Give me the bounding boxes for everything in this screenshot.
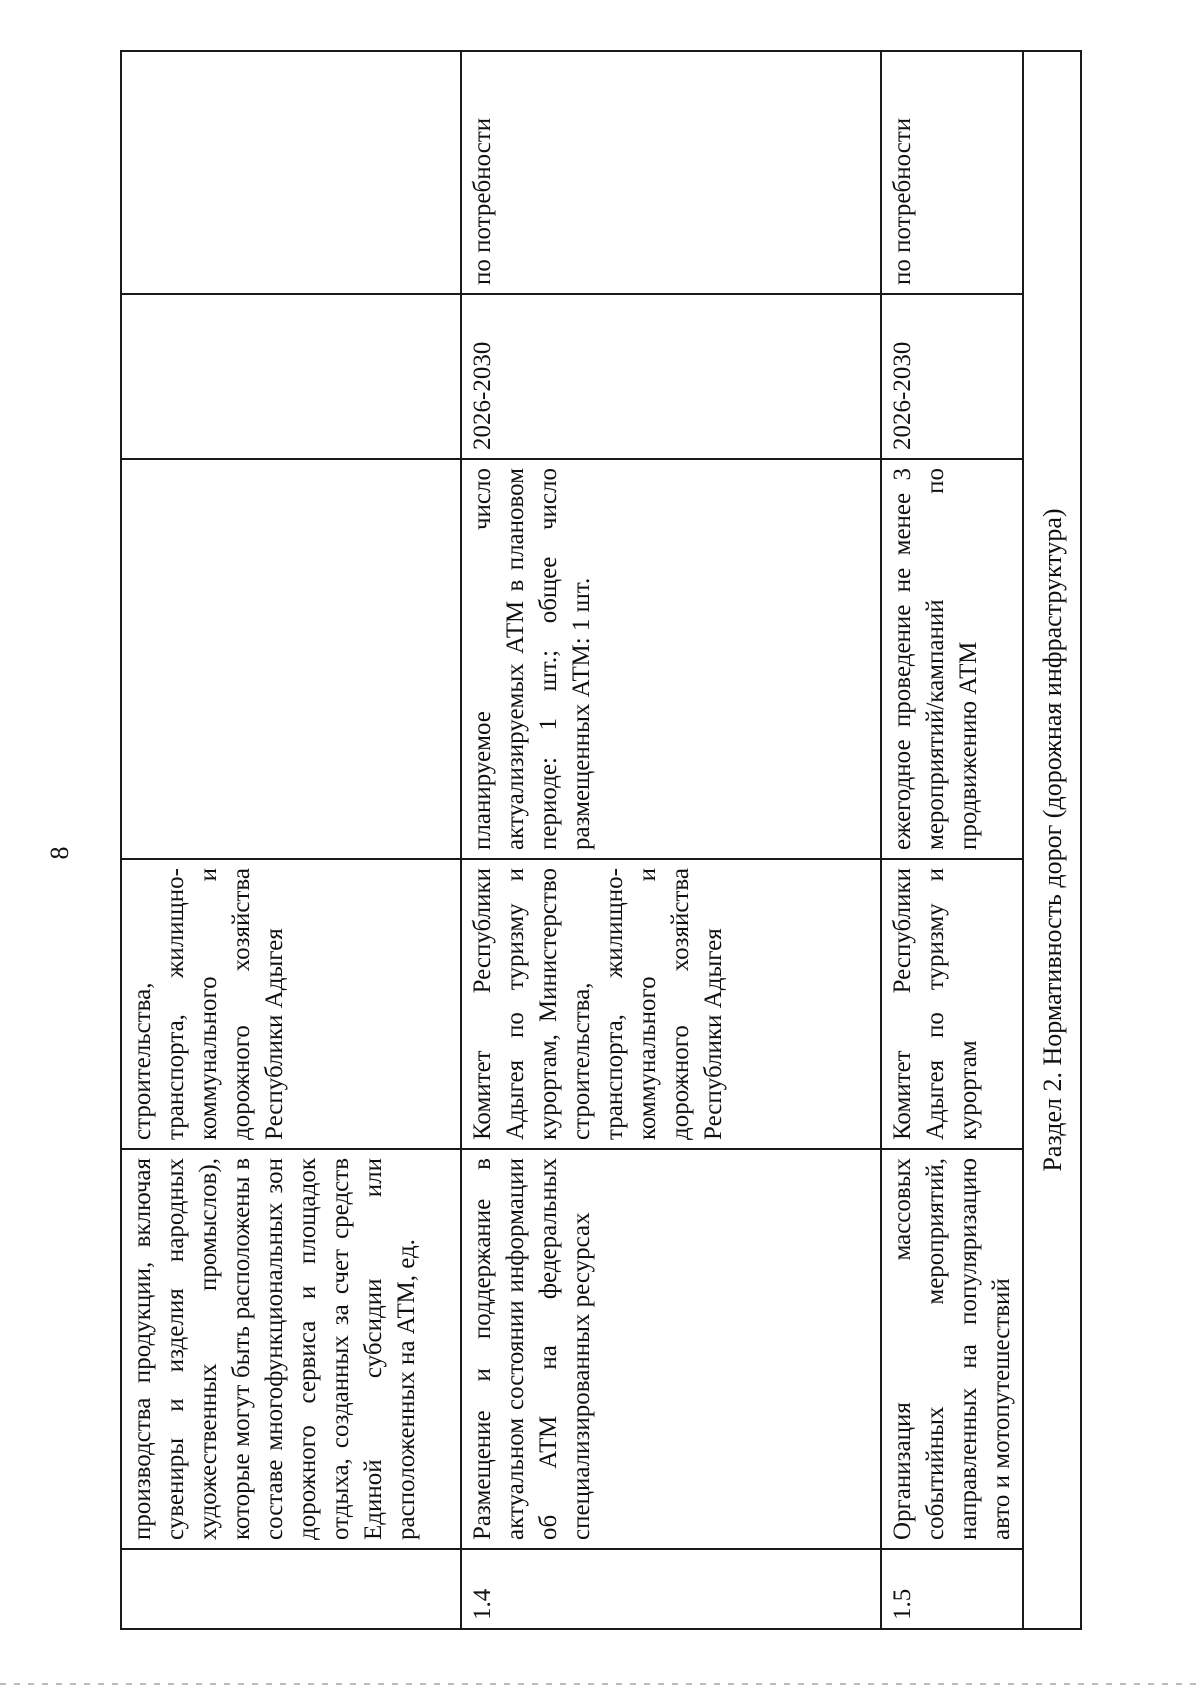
indicator-cell — [461, 459, 881, 859]
table-row — [881, 51, 1023, 1629]
financing-cell: по потребности — [461, 51, 881, 294]
measure-cell — [461, 1149, 881, 1549]
row-number-cell: 1.4 — [461, 1549, 881, 1629]
term-cell — [121, 294, 461, 459]
rotated-table-container — [120, 52, 1078, 1630]
measures-table — [120, 50, 1082, 1630]
table-row — [461, 51, 881, 1629]
measure-text: производства продукции, включая сувениры и изделия народных художественных промыслов), которые могут быть расположены в составе многофункциональных зон дорожного сервиса и площадок отдыха, созданных за счет средств Единой субсидии или расположенных на АТМ, ед. — [129, 1158, 420, 1540]
indicator-cell — [121, 459, 461, 859]
measure-text: Размещение и поддержание в актуальном состоянии информации об АТМ на федеральных специализированных ресурсах — [469, 1158, 595, 1540]
row-number-cell: 1.5 — [881, 1549, 1023, 1629]
indicator-text: планируемое число актуализируемых АТМ в плановом периоде: 1 шт.; общее число размещенных АТМ: 1 шт. — [469, 468, 595, 850]
page-number: 8 — [45, 846, 74, 860]
section-title: Раздел 2. Нормативность дорог (дорожная инфраструктура) — [1023, 51, 1081, 1629]
measure-cell — [881, 1149, 1023, 1549]
indicator-cell — [881, 459, 1023, 859]
term-cell: 2026-2030 — [461, 294, 881, 459]
responsible-text: Комитет Республики Адыгея по туризму и курортам — [889, 868, 982, 1140]
scan-artifact-line — [0, 1683, 1200, 1685]
measure-cell — [121, 1149, 461, 1549]
term-cell: 2026-2030 — [881, 294, 1023, 459]
responsible-cell — [881, 859, 1023, 1149]
financing-cell: по потребности — [881, 51, 1023, 294]
measure-text: Организация массовых событийных мероприятий, направленных на популяризацию авто и мотопутешествий — [889, 1158, 1015, 1540]
responsible-cell — [121, 859, 461, 1149]
financing-cell — [121, 51, 461, 294]
responsible-cell — [461, 859, 881, 1149]
row-number-cell — [121, 1549, 461, 1629]
table-row — [121, 51, 461, 1629]
section-row — [1023, 51, 1081, 1629]
indicator-text: ежегодное проведение не менее 3 мероприятий/кампаний по продвижению АТМ — [889, 468, 982, 850]
responsible-text: Комитет Республики Адыгея по туризму и курортам, Министерство строительства, транспорта, жилищно-коммунального и дорожного хозяйства Республики Адыгея — [469, 868, 727, 1140]
responsible-text: строительства, транспорта, жилищно-коммунального и дорожного хозяйства Республики Адыгея — [129, 868, 288, 1140]
